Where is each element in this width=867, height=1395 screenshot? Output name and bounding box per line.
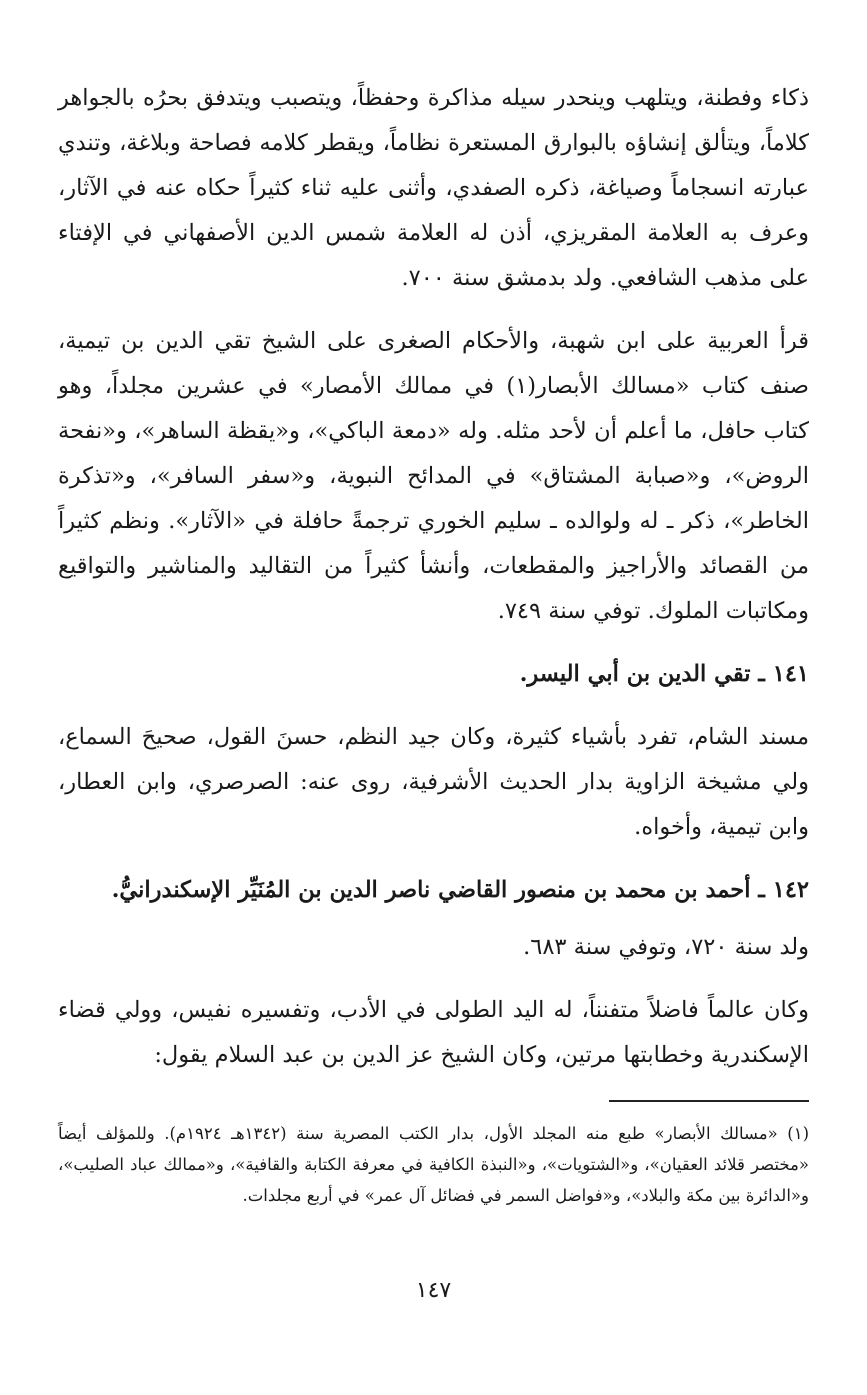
paragraph-2: قرأ العربية على ابن شهبة، والأحكام الصغرى على الشيخ تقي الدين بن تيمية، صنف كتاب «مسالك الأبصار(١) في ممالك الأمصار» في عشرين مجلداً، وهو كتاب حافل، ما أعلم أن لأحد مثله. وله «دمعة الباكي»، و«يقظة الساهر»، و«نفحة الروض»، و«صبابة المشتاق» في المدائح النبوية، و«سفر السافر»، و«تذكرة الخاطر»، ذكر ـ له ولوالده ـ سليم الخوري ترجمةً حافلة في «الآثار». ونظم كثيراً من القصائد والأراجيز والمقطعات، وأنشأ كثيراً من التقاليد والمناشير والتواقيع ومكاتبات الملوك. توفي سنة ٧٤٩. xyxy=(58,328,809,624)
paragraph-4: ولد سنة ٧٢٠، وتوفي سنة ٦٨٣. xyxy=(523,934,809,960)
entry-heading-142: ١٤٢ ـ أحمد بن محمد بن منصور القاضي ناصر الدين بن المُنَيِّر الإسكندرانيُّ. xyxy=(111,877,809,903)
paragraph-1: ذكاء وفطنة، ويتلهب وينحدر سيله مذاكرة وحفظاً، ويتصبب ويتدفق بحرُه بالجواهر كلاماً، ويتألق إنشاؤه بالبوارق المستعرة نظاماً، ويقطر كلامه فصاحة وبلاغة، وتندي عبارته انسجاماً وصياغة، ذكره الصفدي، وأثنى عليه ثناء كثيراً حكاه عنه في الآثار، وعرف به العلامة المقريزي، أذن له العلامة شمس الدين الأصفهاني في الإفتاء على مذهب الشافعي. ولد بدمشق سنة ٧٠٠. xyxy=(58,85,809,291)
footnote-1: (١) «مسالك الأبصار» طبع منه المجلد الأول، بدار الكتب المصرية سنة (١٣٤٢هـ ١٩٢٤م). وللمؤلف أيضاً «مختصر قلائد العقيان»، و«الشتويات»، و«النبذة الكافية في معرفة الكتابة والقافية»، و«ممالك عباد الصليب»، و«الدائرة بين مكة والبلاد»، و«فواضل السمر في فضائل آل عمر» في أربع مجلدات. xyxy=(58,1124,809,1205)
paragraph-3: مسند الشام، تفرد بأشياء كثيرة، وكان جيد النظم، حسنَ القول، صحيحَ السماع، ولي مشيخة الزاوية بدار الحديث الأشرفية، روى عنه: الصرصري، وابن العطار، وابن تيمية، وأخواه. xyxy=(58,724,809,840)
paragraph-5: وكان عالماً فاضلاً متفنناً، له اليد الطولى في الأدب، وتفسيره نفيس، وولي قضاء الإسكندرية وخطابتها مرتين، وكان الشيخ عز الدين بن عبد السلام يقول: xyxy=(58,997,809,1068)
footnote-divider xyxy=(609,1100,809,1102)
footnotes xyxy=(58,1118,809,1211)
main-text xyxy=(58,76,809,1078)
entry-heading-141: ١٤١ ـ تقي الدين بن أبي اليسر. xyxy=(519,661,809,687)
page-number: ١٤٧ xyxy=(415,1278,452,1303)
